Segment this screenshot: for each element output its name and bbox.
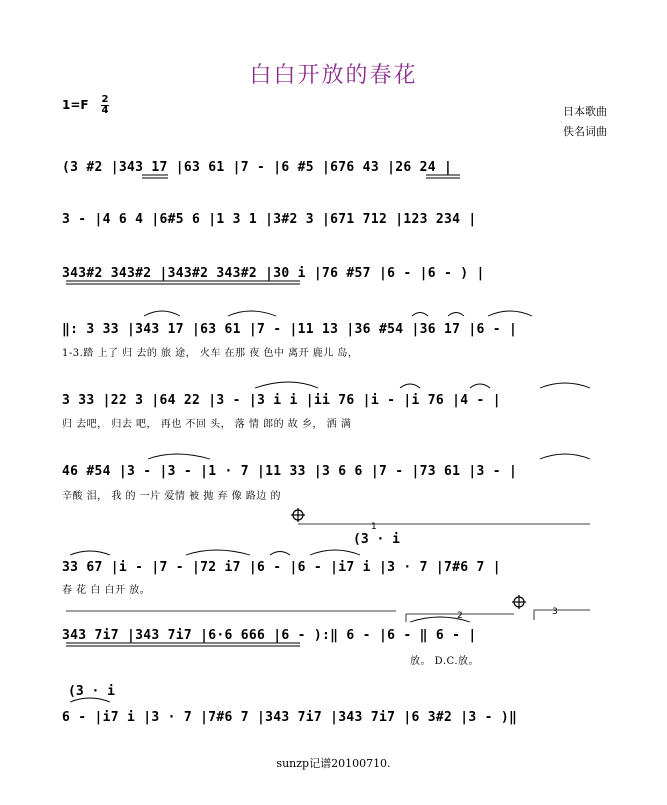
slur — [70, 698, 110, 702]
slur — [488, 311, 532, 316]
time-signature-bottom: 4 — [101, 105, 109, 116]
coda-icon — [291, 508, 305, 522]
transcriber-footer: sunzp记谱20100710. — [276, 757, 391, 770]
volta-label-2: 2 — [457, 611, 463, 621]
slur — [228, 311, 276, 316]
volta-bracket-1 — [298, 522, 590, 532]
slur — [310, 550, 360, 555]
notation-row-8: 343 7i7 |343 7i7 |6·6 666 |6 - ):‖ 6 - |6 - ‖ 6 - | — [62, 628, 477, 643]
notation-row-6: 46 #54 |3 - |3 - |1 · 7 |11 33 |3 6 6 |7 - |73 61 |3 - | — [62, 464, 518, 479]
lyric-row-5: 归 去吧， 归去 吧， 再也 不回 头， 落 情 郎的 故 乡， 洒 满 — [62, 419, 352, 430]
notation-row-1: (3 #2 |343 17 |63 61 |7 - |6 #5 |676 43 |26 24 | — [62, 160, 453, 175]
slur — [470, 384, 490, 388]
lyric-row-6: 辛酸 泪， 我 的 一片 爱情 被 抛 弃 像 路边 的 — [62, 491, 281, 502]
key-signature: 1=F — [62, 98, 89, 112]
notation-row-4: ‖: 3 33 |343 17 |63 61 |7 - |11 13 |36 #54 |36 17 |6 - | — [62, 322, 518, 337]
notation-row-3: 343#2 343#2 |343#2 343#2 |30 i |76 #57 |6 - |6 - ) | — [62, 266, 485, 281]
volta-bracket-3 — [534, 607, 590, 620]
slur — [70, 551, 110, 555]
slur — [400, 384, 420, 388]
notation-row-9: 6 - |i7 i |3 · 7 |7#6 7 |343 7i7 |343 7i7 |6 3#2 |3 - )‖ — [62, 710, 518, 725]
volta-label-1: 1 — [371, 522, 377, 532]
volta-bracket-2 — [406, 611, 514, 622]
slur — [255, 382, 318, 388]
ending-small-notes-2: (3 · i — [68, 684, 115, 699]
notation-row-7: 33 67 |i - |7 - |72 i7 |6 - |6 - |i7 i |3 · 7 |7#6 7 | — [62, 560, 501, 575]
slur — [540, 454, 590, 459]
ending-small-notes-1: (3 · i — [353, 532, 400, 547]
slur — [144, 311, 180, 316]
lyric-row-8: 放。 D.C.放。 — [410, 656, 479, 667]
credit-origin: 日本歌曲 — [563, 105, 607, 118]
slur — [412, 313, 428, 317]
time-signature-top: 2 — [101, 94, 109, 105]
notation-row-5: 3 33 |22 3 |64 22 |3 - |3 i i |ii 76 |i - |i 76 |4 - | — [62, 393, 501, 408]
coda-icon — [512, 595, 526, 609]
slur — [448, 313, 464, 317]
credit-author: 佚名词曲 — [563, 125, 607, 138]
slur — [186, 550, 250, 555]
slur — [540, 383, 590, 388]
lyric-row-7: 春 花 白 白开 放。 — [62, 585, 151, 596]
volta-label-3: 3 — [552, 607, 558, 617]
slur — [148, 454, 210, 459]
lyric-row-4: 1-3.踏 上了 归 去的 旅 途， 火车 在那 夜 色中 离开 鹿儿 岛， — [62, 348, 359, 359]
slur — [270, 552, 290, 556]
notation-row-2: 3 - |4 6 4 |6#5 6 |1 3 1 |3#2 3 |671 712 |123 234 | — [62, 212, 477, 227]
song-title: 白白开放的春花 — [249, 63, 418, 88]
